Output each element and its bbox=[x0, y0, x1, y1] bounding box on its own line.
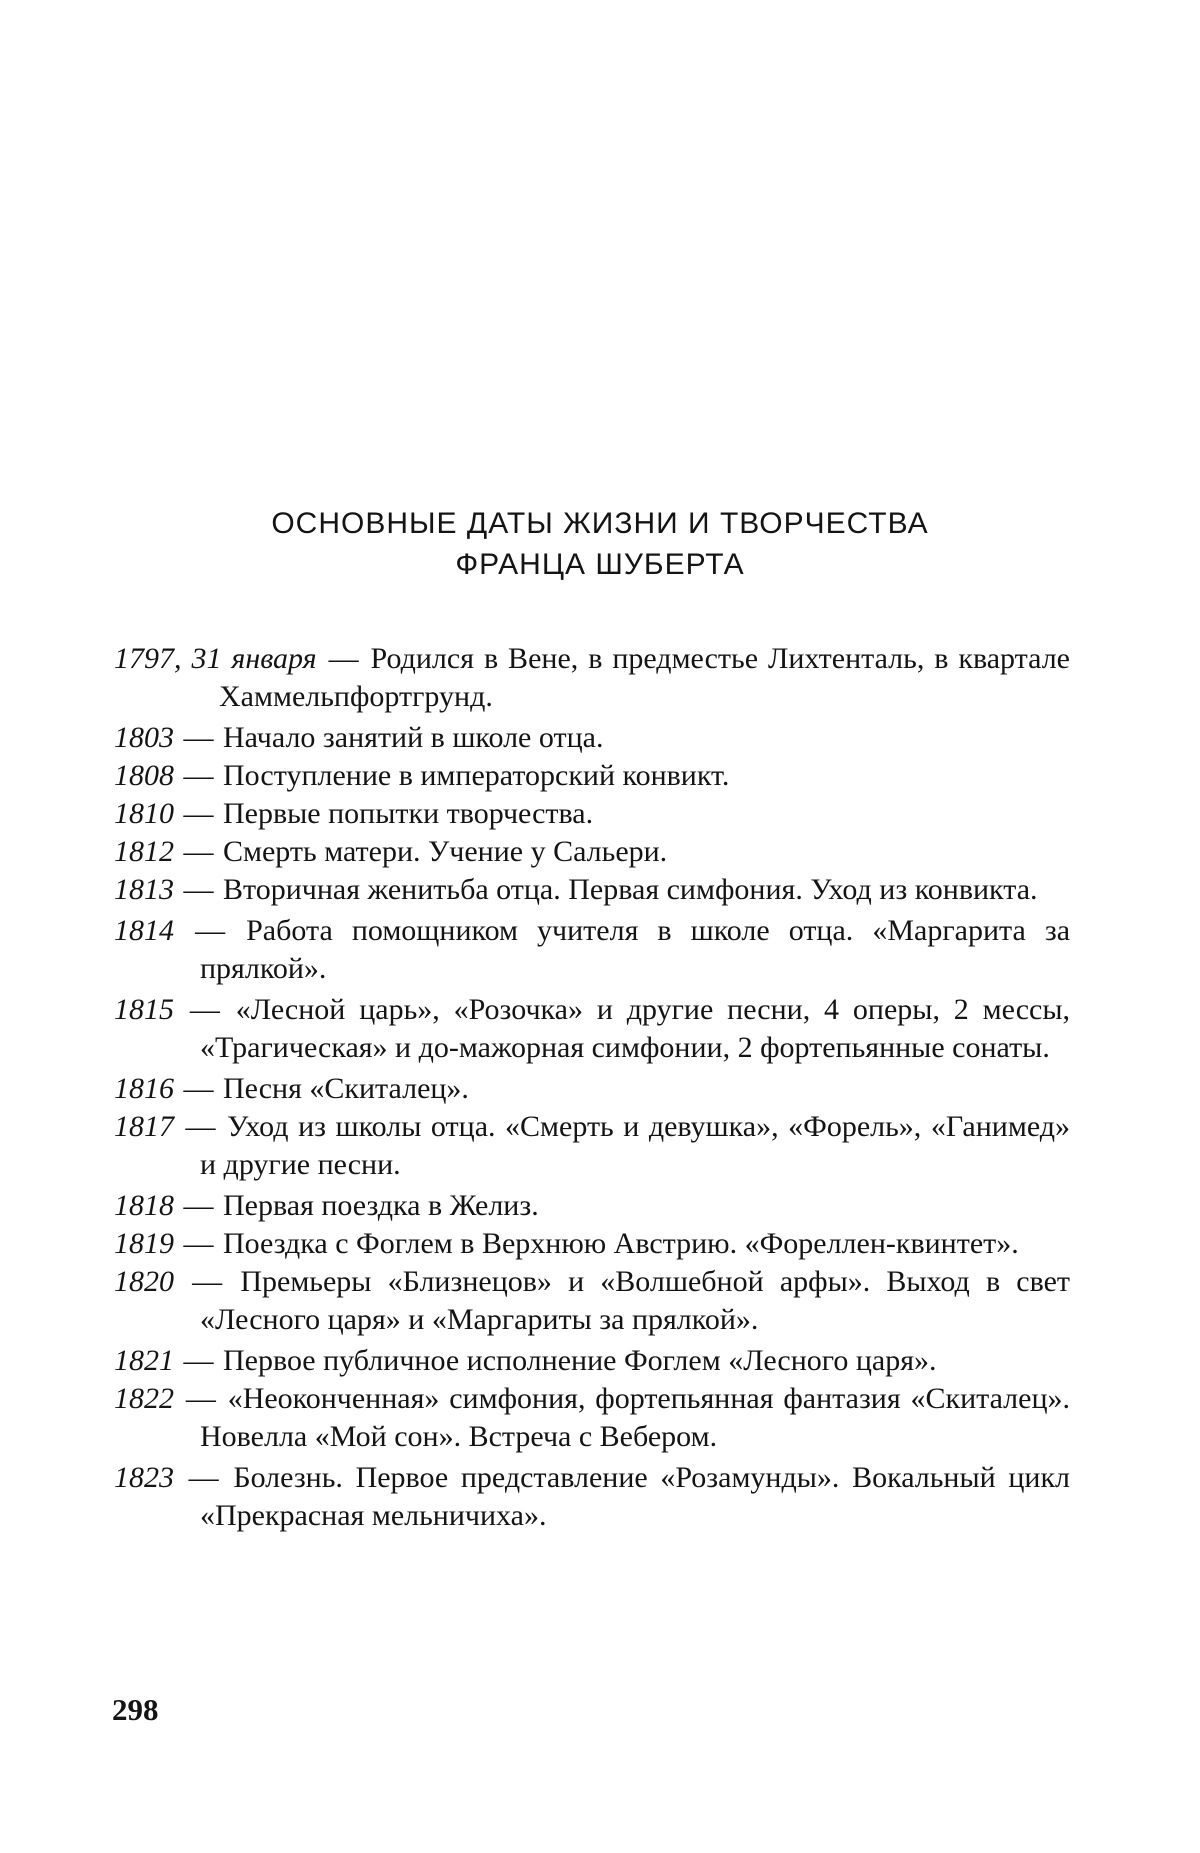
entry-dash: — bbox=[182, 1344, 216, 1377]
chronology-entry bbox=[114, 871, 1070, 909]
entry-text: «Неоконченная» симфония, фортепьянная фантазия «Скиталец». Новелла «Мой сон». Встреча с Вебером. bbox=[200, 1382, 1070, 1453]
book-page bbox=[0, 0, 1200, 1853]
entry-dash: — bbox=[190, 1265, 224, 1298]
entry-date: 1818 bbox=[114, 1189, 174, 1222]
entry-date: 1822 bbox=[114, 1382, 174, 1415]
page-number: 298 bbox=[112, 1692, 159, 1728]
chronology-entry bbox=[114, 1187, 1070, 1225]
chronology-entry bbox=[114, 795, 1070, 833]
chronology-entry bbox=[114, 1263, 1070, 1339]
chronology-entry bbox=[114, 1459, 1070, 1535]
entry-date: 1814 bbox=[114, 914, 174, 947]
chronology-entry bbox=[114, 1225, 1070, 1263]
entry-date: 1817 bbox=[114, 1110, 174, 1143]
chronology-entry bbox=[114, 912, 1070, 988]
entry-text: Первая поездка в Желиз. bbox=[223, 1189, 539, 1222]
entry-dash: — bbox=[182, 835, 216, 868]
entry-dash: — bbox=[184, 1382, 218, 1415]
chronology-entry bbox=[114, 640, 1070, 716]
entry-date: 1823 bbox=[114, 1461, 174, 1494]
entry-text: Поездка с Фоглем в Верхнюю Австрию. «Фореллен-квинтет». bbox=[223, 1227, 1019, 1260]
entry-date: 1812 bbox=[114, 835, 174, 868]
heading-line-1: ОСНОВНЫЕ ДАТЫ ЖИЗНИ И ТВОРЧЕСТВА bbox=[0, 503, 1200, 544]
entry-date: 1816 bbox=[114, 1072, 174, 1105]
chronology-entry bbox=[114, 833, 1070, 871]
entry-date: 1797, 31 января bbox=[114, 642, 317, 675]
entry-text: Болезнь. Первое представление «Розамунды». Вокальный цикл «Прекрасная мельничиха». bbox=[200, 1461, 1070, 1532]
entry-dash: — bbox=[193, 914, 227, 947]
heading-line-2: ФРАНЦА ШУБЕРТА bbox=[0, 544, 1200, 585]
entry-text: Поступление в императорский конвикт. bbox=[223, 759, 729, 792]
entry-text: Песня «Скиталец». bbox=[223, 1072, 469, 1105]
entry-dash: — bbox=[184, 1110, 218, 1143]
entry-date: 1819 bbox=[114, 1227, 174, 1260]
entry-text: Первое публичное исполнение Фоглем «Лесного царя». bbox=[223, 1344, 937, 1377]
entry-date: 1803 bbox=[114, 721, 174, 754]
entry-text: Смерть матери. Учение у Сальери. bbox=[223, 835, 667, 868]
entry-text: Уход из школы отца. «Смерть и девушка», «Форель», «Ганимед» и другие песни. bbox=[200, 1110, 1070, 1181]
entry-date: 1821 bbox=[114, 1344, 174, 1377]
entry-dash: — bbox=[182, 1227, 216, 1260]
entry-date: 1813 bbox=[114, 873, 174, 906]
entry-date: 1820 bbox=[114, 1265, 174, 1298]
entry-text: Родился в Вене, в предместье Лихтенталь, в квартале Хаммельпфортгрунд. bbox=[219, 642, 1070, 713]
entry-text: Первые попытки творчества. bbox=[223, 797, 593, 830]
entry-date: 1808 bbox=[114, 759, 174, 792]
chronology-entry bbox=[114, 1070, 1070, 1108]
entry-text: Вторичная женитьба отца. Первая симфония. Уход из конвикта. bbox=[223, 873, 1038, 906]
entry-dash: — bbox=[182, 1072, 216, 1105]
entry-text: Начало занятий в школе отца. bbox=[223, 721, 603, 754]
entry-dash: — bbox=[182, 873, 216, 906]
entry-date: 1815 bbox=[114, 993, 174, 1026]
entry-dash: — bbox=[182, 721, 216, 754]
entry-dash: — bbox=[182, 759, 216, 792]
entry-dash: — bbox=[188, 993, 222, 1026]
chronology-entry bbox=[114, 991, 1070, 1067]
chapter-heading bbox=[0, 503, 1200, 585]
entry-dash: — bbox=[182, 1189, 216, 1222]
entry-dash: — bbox=[182, 797, 216, 830]
chronology-entry bbox=[114, 1380, 1070, 1456]
entry-text: Работа помощником учителя в школе отца. «Маргарита за прялкой». bbox=[200, 914, 1070, 985]
entry-text: Премьеры «Близнецов» и «Волшебной арфы». Выход в свет «Лесного царя» и «Маргариты за прялкой». bbox=[200, 1265, 1070, 1336]
chronology-entry bbox=[114, 757, 1070, 795]
entry-dash: — bbox=[327, 642, 361, 675]
chronology-entry bbox=[114, 1342, 1070, 1380]
chronology-list bbox=[114, 640, 1070, 1535]
chronology-entry bbox=[114, 719, 1070, 757]
entry-dash: — bbox=[187, 1461, 221, 1494]
chronology-entry bbox=[114, 1108, 1070, 1184]
entry-date: 1810 bbox=[114, 797, 174, 830]
entry-text: «Лесной царь», «Розочка» и другие песни, 4 оперы, 2 мессы, «Трагическая» и до-мажорная симфонии, 2 фортепьянные сонаты. bbox=[200, 993, 1070, 1064]
